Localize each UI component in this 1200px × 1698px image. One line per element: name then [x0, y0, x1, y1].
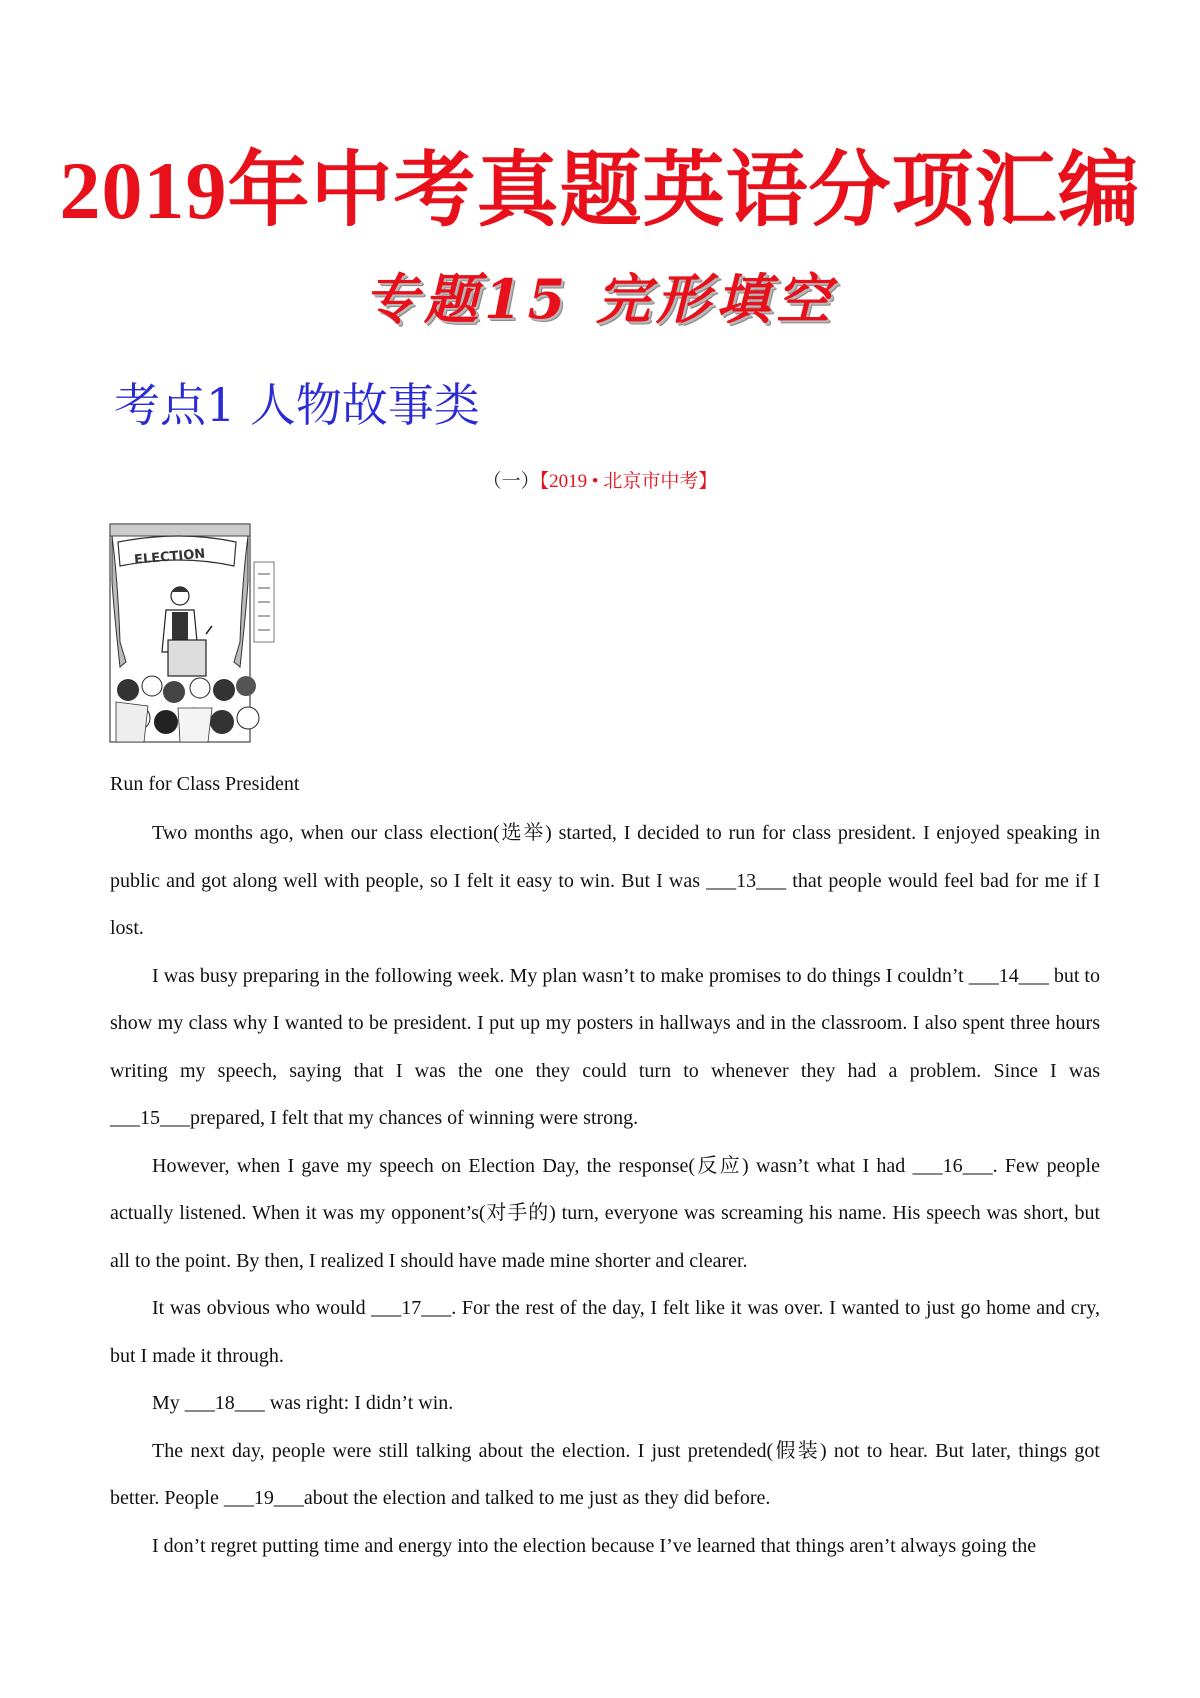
story-title: Run for Class President — [110, 773, 300, 795]
story-paragraph: I don’t regret putting time and energy into the election because I’ve learned that things aren’t always going the — [152, 1534, 1037, 1557]
story-paragraph: It was obvious who would ___17___. For the rest of the day, I felt like it was over. I wanted to just go home and cry, but I made it through. — [110, 1297, 1100, 1367]
sub-title: 专题15 完形填空 — [364, 267, 836, 331]
main-title: 2019年中考真题英语分项汇编 — [59, 145, 1141, 236]
election-illustration — [108, 522, 278, 746]
banner-text: ELECTION — [133, 546, 206, 568]
story-paragraph: However, when I gave my speech on Election Day, the response(反应) wasn’t what I had ___16___. Few people actually listened. When it was my opponent’s(对手的) turn, everyone was screaming his name. His speech was short, but all to the point. By then, I realized I should have made mine shorter and clearer. — [110, 1154, 1100, 1272]
story-paragraph: My ___18___ was right: I didn’t win. — [152, 1392, 454, 1414]
section-heading: 考点1 人物故事类 — [114, 378, 480, 432]
story-paragraph: I was busy preparing in the following week. My plan wasn’t to make promises to do things I couldn’t ___14___ but to show my class why I wanted to be president. I put up my posters in hallways and in the classroom. I also spent three hours writing my speech, saying that I was the one they could turn to whenever they had a problem. Since I was ___15___prepared, I felt that my chances of winning were strong. — [110, 964, 1100, 1129]
source-line — [0, 472, 1200, 491]
story-body — [110, 810, 1100, 1570]
story-paragraph: Two months ago, when our class election(选举) started, I decided to run for class president. I enjoyed speaking in public and got along well with people, so I felt it easy to win. But I was ___13___ that people would feel bad for me if I lost. — [110, 822, 1100, 939]
source-label: 【2019 • 北京市中考】 — [539, 471, 718, 492]
story-paragraph: The next day, people were still talking about the election. I just pretended(假装) not to hear. But later, things got better. People ___19___about the election and talked to me just as they did before. — [110, 1439, 1100, 1509]
source-index: （一） — [482, 471, 540, 492]
